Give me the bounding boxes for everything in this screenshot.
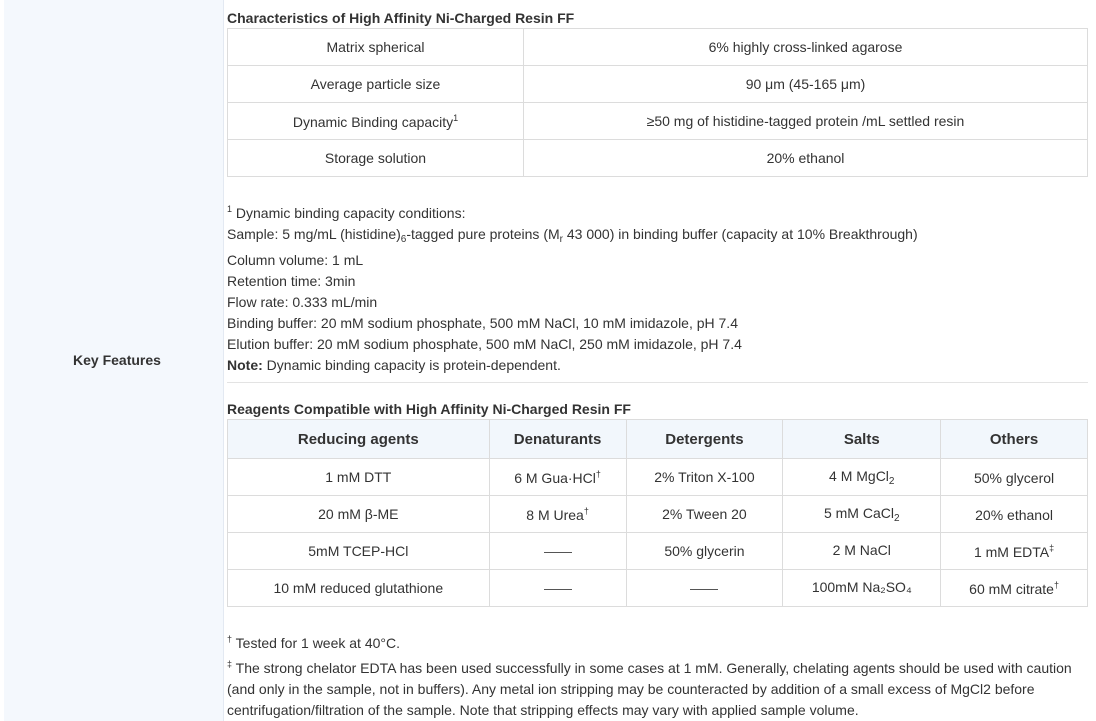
- divider: [227, 382, 1088, 383]
- footnotes: [227, 629, 1089, 721]
- char-label: Storage solution: [228, 140, 524, 177]
- key-features-label: Key Features: [73, 352, 161, 368]
- reagents-title: Reagents Compatible with High Affinity Ni-Charged Resin FF: [227, 401, 631, 417]
- conditions-note: Note: Dynamic binding capacity is protein-dependent.: [227, 357, 561, 373]
- column-header: Denaturants: [489, 420, 626, 459]
- char-label: Matrix spherical: [228, 29, 524, 66]
- other-cell: 1 mM EDTA‡: [941, 533, 1088, 570]
- reducing-agent-cell: 20 mM β-ME: [228, 496, 490, 533]
- conditions-elution-buffer: Elution buffer: 20 mM sodium phosphate, 500 mM NaCl, 250 mM imidazole, pH 7.4: [227, 336, 742, 352]
- conditions-sample: Sample: 5 mg/mL $(histidine)_6$-tagged pure proteins ($M_r$ 43 000) in binding buffer (capacity at 10% Breakthrough): [227, 226, 918, 245]
- characteristics-title: Characteristics of High Affinity Ni-Charged Resin FF: [227, 10, 575, 26]
- char-value: 20% ethanol: [524, 140, 1088, 177]
- denaturant-cell: 8 M Urea†: [489, 496, 626, 533]
- table-row: [228, 29, 1088, 66]
- char-value: 90 μm (45-165 μm): [524, 66, 1088, 103]
- char-value: ≥50 mg of histidine-tagged protein /mL settled resin: [524, 103, 1088, 140]
- footnote-marker: 1: [453, 112, 459, 123]
- binding-conditions: [227, 199, 918, 376]
- detergent-cell: 2% Tween 20: [626, 496, 783, 533]
- other-cell: 50% glycerol: [941, 459, 1088, 496]
- table-row: [228, 66, 1088, 103]
- key-features-label-cell: [4, 0, 224, 721]
- empty-dash: [544, 552, 572, 553]
- denaturant-cell: [489, 533, 626, 570]
- table-row: [228, 570, 1088, 607]
- detergent-cell: [626, 570, 783, 607]
- char-value: 6% highly cross-linked agarose: [524, 29, 1088, 66]
- table-header-row: [228, 420, 1088, 459]
- characteristics-table: [227, 28, 1088, 177]
- table-row: [228, 496, 1088, 533]
- column-header: Others: [941, 420, 1088, 459]
- column-header: Salts: [783, 420, 941, 459]
- reagents-table: [227, 419, 1088, 607]
- reducing-agent-cell: 5mM TCEP-HCl: [228, 533, 490, 570]
- char-label: Average particle size: [228, 66, 524, 103]
- char-label-cell: [228, 103, 524, 140]
- column-header: Detergents: [626, 420, 783, 459]
- salt-cell: 2 M NaCl: [783, 533, 941, 570]
- table-row: [228, 140, 1088, 177]
- salt-cell: 100mM Na₂SO₄: [783, 570, 941, 607]
- empty-dash: [544, 589, 572, 590]
- detergent-cell: 50% glycerin: [626, 533, 783, 570]
- denaturant-cell: [489, 570, 626, 607]
- other-cell: 20% ethanol: [941, 496, 1088, 533]
- empty-dash: [690, 589, 718, 590]
- salt-cell: 4 M MgCl$_2$: [783, 459, 941, 496]
- reducing-agent-cell: 1 mM DTT: [228, 459, 490, 496]
- conditions-column-volume: Column volume: 1 mL: [227, 252, 364, 268]
- denaturant-cell: 6 M Gua·HCl†: [489, 459, 626, 496]
- footnote-double-dagger: ‡ The strong chelator EDTA has been used successfully in some cases at 1 mM. Generally, chelating agents should be used with caution (and only in the sample, not in buffers). Any metal ion stripping may be counteracted by addition of a small excess of MgCl2 before centrifugation/filtration of the sample. Note that stripping effects may vary with applied sample volume.: [227, 659, 1072, 718]
- reducing-agent-cell: 10 mM reduced glutathione: [228, 570, 490, 607]
- detergent-cell: 2% Triton X-100: [626, 459, 783, 496]
- conditions-retention-time: Retention time: 3min: [227, 273, 356, 289]
- conditions-flow-rate: Flow rate: 0.333 mL/min: [227, 294, 378, 310]
- conditions-binding-buffer: Binding buffer: 20 mM sodium phosphate, 500 mM NaCl, 10 mM imidazole, pH 7.4: [227, 315, 738, 331]
- footnote-dagger: † Tested for 1 week at 40°C.: [227, 634, 401, 651]
- table-row: [228, 103, 1088, 140]
- salt-cell: 5 mM CaCl$_2$: [783, 496, 941, 533]
- char-label: Dynamic Binding capacity: [292, 113, 454, 130]
- table-row: [228, 533, 1088, 570]
- other-cell: 60 mM citrate†: [941, 570, 1088, 607]
- table-row: [228, 459, 1088, 496]
- column-header: Reducing agents: [228, 420, 490, 459]
- conditions-heading: $^1$ Dynamic binding capacity conditions:: [227, 204, 466, 221]
